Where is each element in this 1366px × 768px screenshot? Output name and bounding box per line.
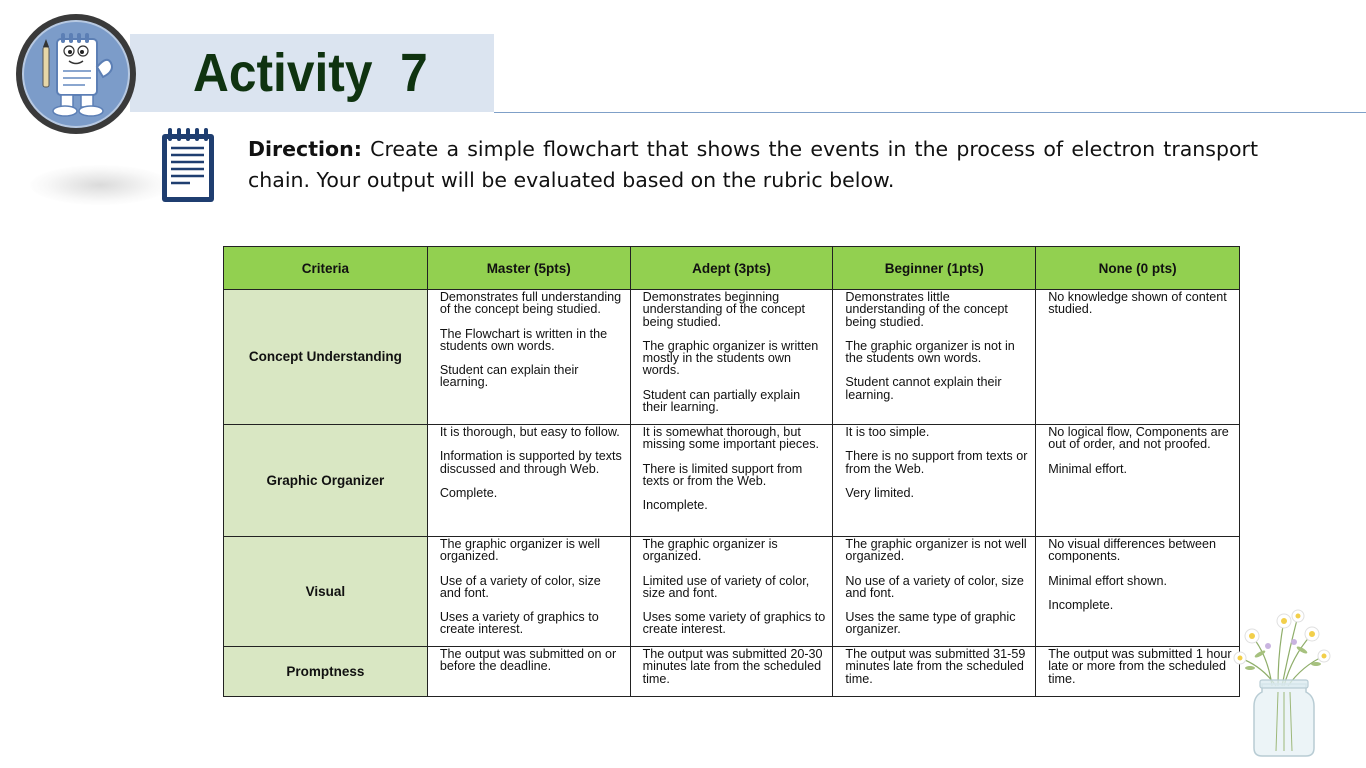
cell-text: Demonstrates beginning understanding of the concept being studied. [642,290,806,329]
beginner-cell [833,647,1036,697]
criteria-cell [224,290,428,425]
cell-text: The output was submitted 20-30 minutes late from the scheduled time. [642,647,823,686]
header-master: Master (5pts) [427,247,630,290]
master-cell [427,290,630,425]
cell-text: Uses some variety of graphics to create interest. [642,610,826,637]
beginner-cell [833,537,1036,647]
cell-text: Incomplete. [1048,597,1114,612]
decorative-shadow [30,165,170,205]
table-row [224,290,1240,425]
cell-text: It is somewhat thorough, but missing some important pieces. [642,425,819,452]
criteria-label: Promptness [286,663,365,679]
header-divider-line [494,112,1366,113]
cell-text: Information is supported by texts discussed and through Web. [439,449,622,476]
adept-cell [630,425,833,537]
cell-text: The graphic organizer is not in the students own words. [845,338,1015,366]
header-none: None (0 pts) [1036,247,1240,290]
criteria-cell [224,425,428,537]
none-cell [1036,425,1240,537]
cell-text: The output was submitted 31-59 minutes late from the scheduled time. [845,647,1026,686]
table-row [224,647,1240,697]
cell-text: It is thorough, but easy to follow. [439,425,620,439]
adept-cell [630,290,833,425]
master-cell [427,647,630,697]
notepad-icon [158,124,218,204]
master-cell [427,425,630,537]
table-row [224,425,1240,537]
cell-text: The output was submitted 1 hour late or more from the scheduled time. [1048,647,1232,686]
rubric-table [223,246,1240,697]
direction-text [248,134,1258,196]
beginner-cell [833,290,1036,425]
cell-text: No use of a variety of color, size and font. [845,573,1024,600]
criteria-label: Concept Understanding [248,349,402,364]
cell-text: Limited use of variety of color, size and font. [642,573,810,600]
cell-text: Minimal effort. [1048,461,1128,476]
cell-text: The graphic organizer is well organized. [439,537,601,564]
cell-text: Student can explain their learning. [439,363,579,390]
cell-text: Demonstrates little understanding of the concept being studied. [845,290,1008,329]
cell-text: Very limited. [845,485,914,500]
header-criteria: Criteria [224,247,428,290]
cell-text: Minimal effort shown. [1048,573,1167,588]
table-row [224,537,1240,647]
none-cell [1036,647,1240,697]
none-cell [1036,537,1240,647]
cell-text: There is no support from texts or from the Web. [845,449,1028,476]
cell-text: No knowledge shown of content studied. [1048,290,1227,317]
criteria-cell [224,537,428,647]
flower-vase-icon [1232,606,1336,758]
direction-label: Direction: [248,137,362,161]
beginner-cell [833,425,1036,537]
adept-cell [630,647,833,697]
cell-text: Incomplete. [642,498,708,513]
master-cell [427,537,630,647]
cell-text: No logical flow, Components are out of order, and not proofed. [1048,425,1229,452]
cell-text: No visual differences between components. [1048,537,1216,564]
cell-text: The graphic organizer is written mostly in the students own words. [642,338,819,378]
adept-cell [630,537,833,647]
criteria-label: Visual [305,583,346,599]
header-beginner: Beginner (1pts) [833,247,1036,290]
cell-text: The graphic organizer is not well organized. [845,537,1027,564]
cell-text: The graphic organizer is organized. [642,537,778,564]
header-adept: Adept (3pts) [630,247,833,290]
none-cell [1036,290,1240,425]
notepad-mascot-icon [13,11,139,137]
cell-text: Uses the same type of graphic organizer. [845,610,1016,637]
direction-body: Create a simple flowchart that shows the events in the process of electron transport chain. Your output will be evaluated based on the rubric below. [248,137,1258,192]
rubric-header-row [224,247,1240,290]
cell-text: The Flowchart is written in the students own words. [439,326,608,353]
cell-text: Student cannot explain their learning. [845,375,1002,402]
cell-text: Demonstrates full understanding of the concept being studied. [439,290,622,317]
cell-text: Complete. [439,485,498,500]
cell-text: It is too simple. [845,425,930,439]
cell-text: Uses a variety of graphics to create interest. [439,610,599,637]
cell-text: Use of a variety of color, size and font. [439,573,601,600]
cell-text: There is limited support from texts or from the Web. [642,461,803,488]
cell-text: The output was submitted on or before the deadline. [439,647,617,674]
criteria-label: Graphic Organizer [266,472,385,488]
cell-text: Student can partially explain their learning. [642,387,801,415]
criteria-cell [224,647,428,697]
page-title: Activity 7 [193,43,428,103]
